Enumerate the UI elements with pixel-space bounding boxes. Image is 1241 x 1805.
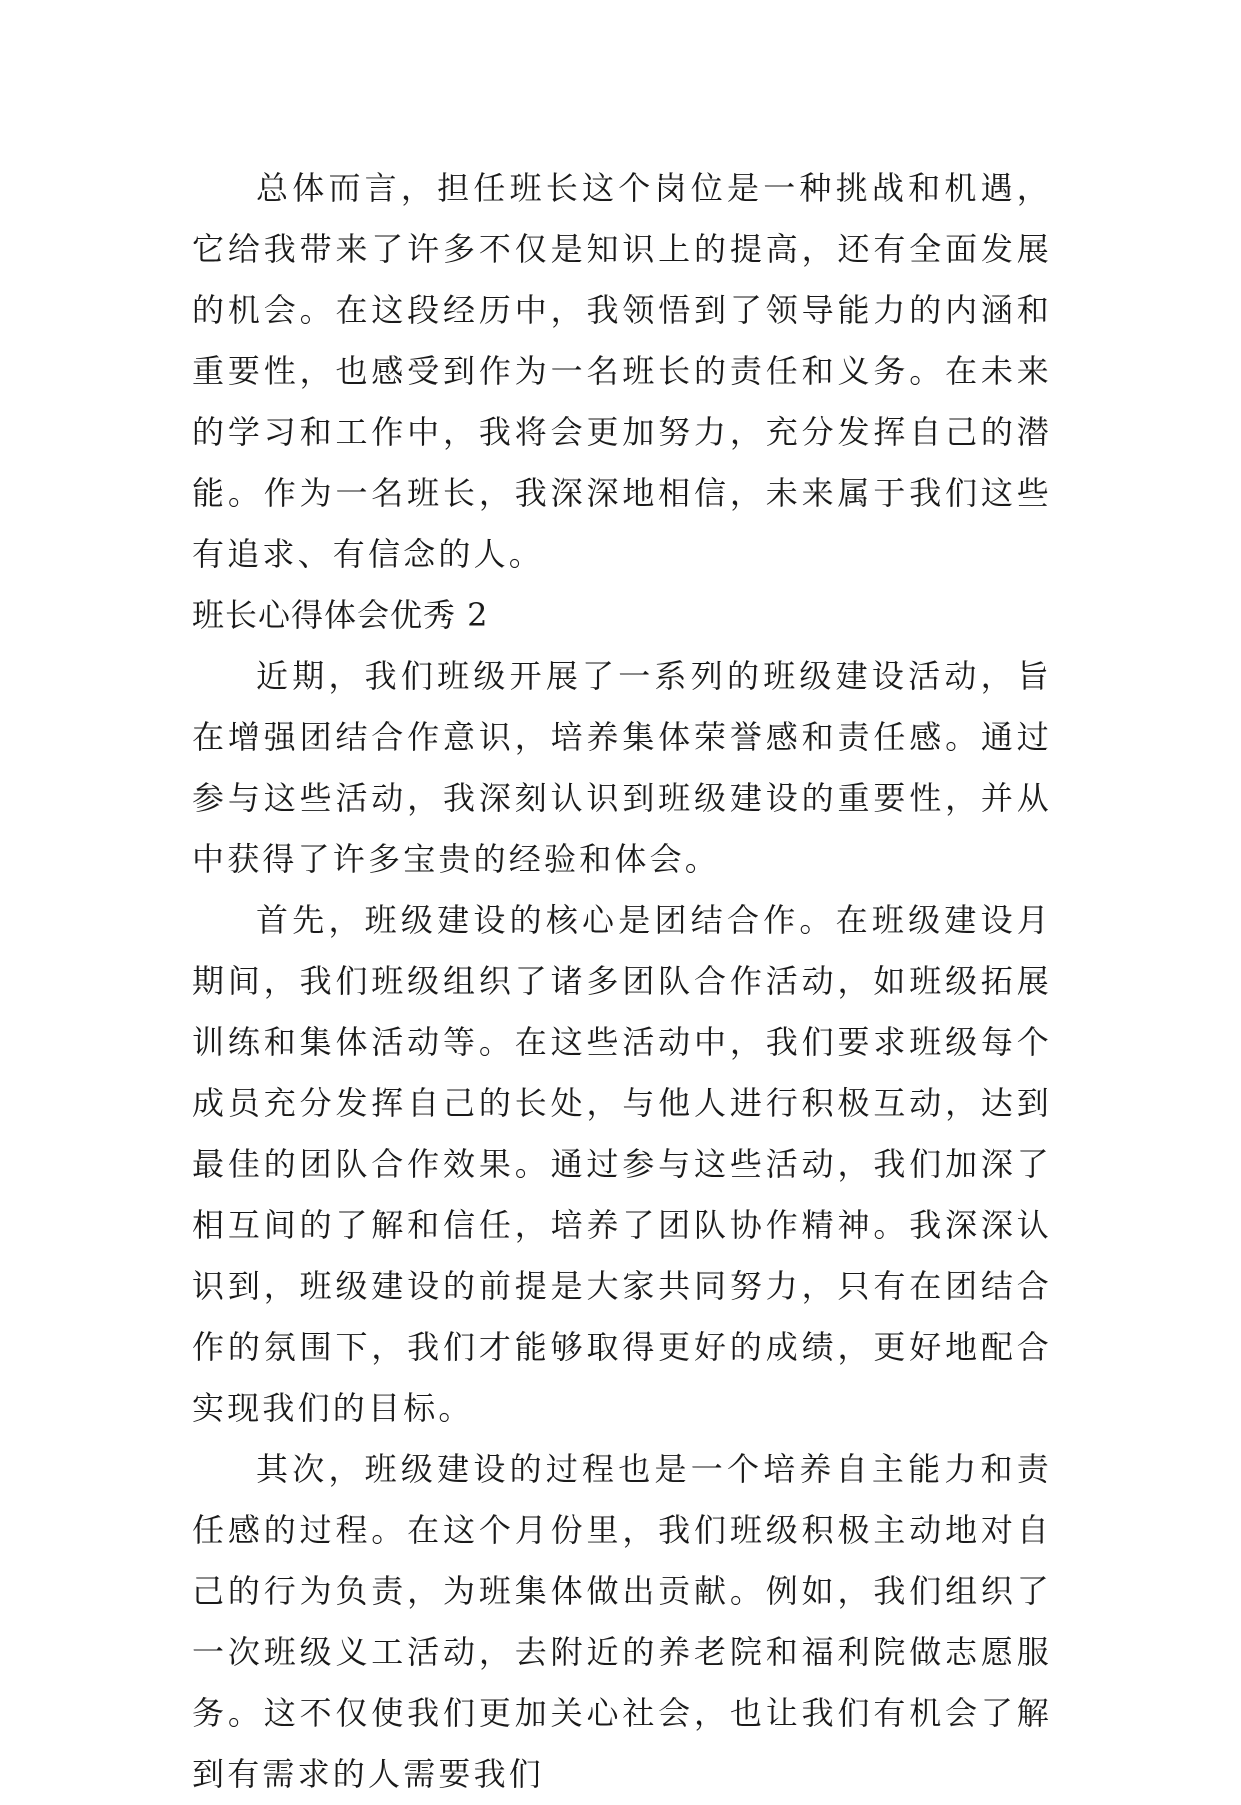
body-paragraph: 其次，班级建设的过程也是一个培养自主能力和责任感的过程。在这个月份里，我们班级积极主动地对自己的行为负责，为班集体做出贡献。例如，我们组织了一次班级义工活动，去附近的养老院和福利院做志愿服务。这不仅使我们更加关心社会，也让我们有机会了解到有需求的人需要我们 xyxy=(192,1450,1052,1793)
document-body xyxy=(192,158,1052,1805)
section-heading: 班长心得体会优秀 2 xyxy=(192,596,489,634)
body-paragraph: 近期，我们班级开展了一系列的班级建设活动，旨在增强团结合作意识，培养集体荣誉感和责任感。通过参与这些活动，我深刻认识到班级建设的重要性，并从中获得了许多宝贵的经验和体会。 xyxy=(192,657,1052,878)
body-paragraph: 首先，班级建设的核心是团结合作。在班级建设月期间，我们班级组织了诸多团队合作活动，如班级拓展训练和集体活动等。在这些活动中，我们要求班级每个成员充分发挥自己的长处，与他人进行积极互动，达到最佳的团队合作效果。通过参与这些活动，我们加深了相互间的了解和信任，培养了团队协作精神。我深深认识到，班级建设的前提是大家共同努力，只有在团结合作的氛围下，我们才能够取得更好的成绩，更好地配合实现我们的目标。 xyxy=(192,901,1052,1427)
body-paragraph: 总体而言，担任班长这个岗位是一种挑战和机遇，它给我带来了许多不仅是知识上的提高，还有全面发展的机会。在这段经历中，我领悟到了领导能力的内涵和重要性，也感受到作为一名班长的责任和义务。在未来的学习和工作中，我将会更加努力，充分发挥自己的潜能。作为一名班长，我深深地相信，未来属于我们这些有追求、有信念的人。 xyxy=(192,169,1052,573)
